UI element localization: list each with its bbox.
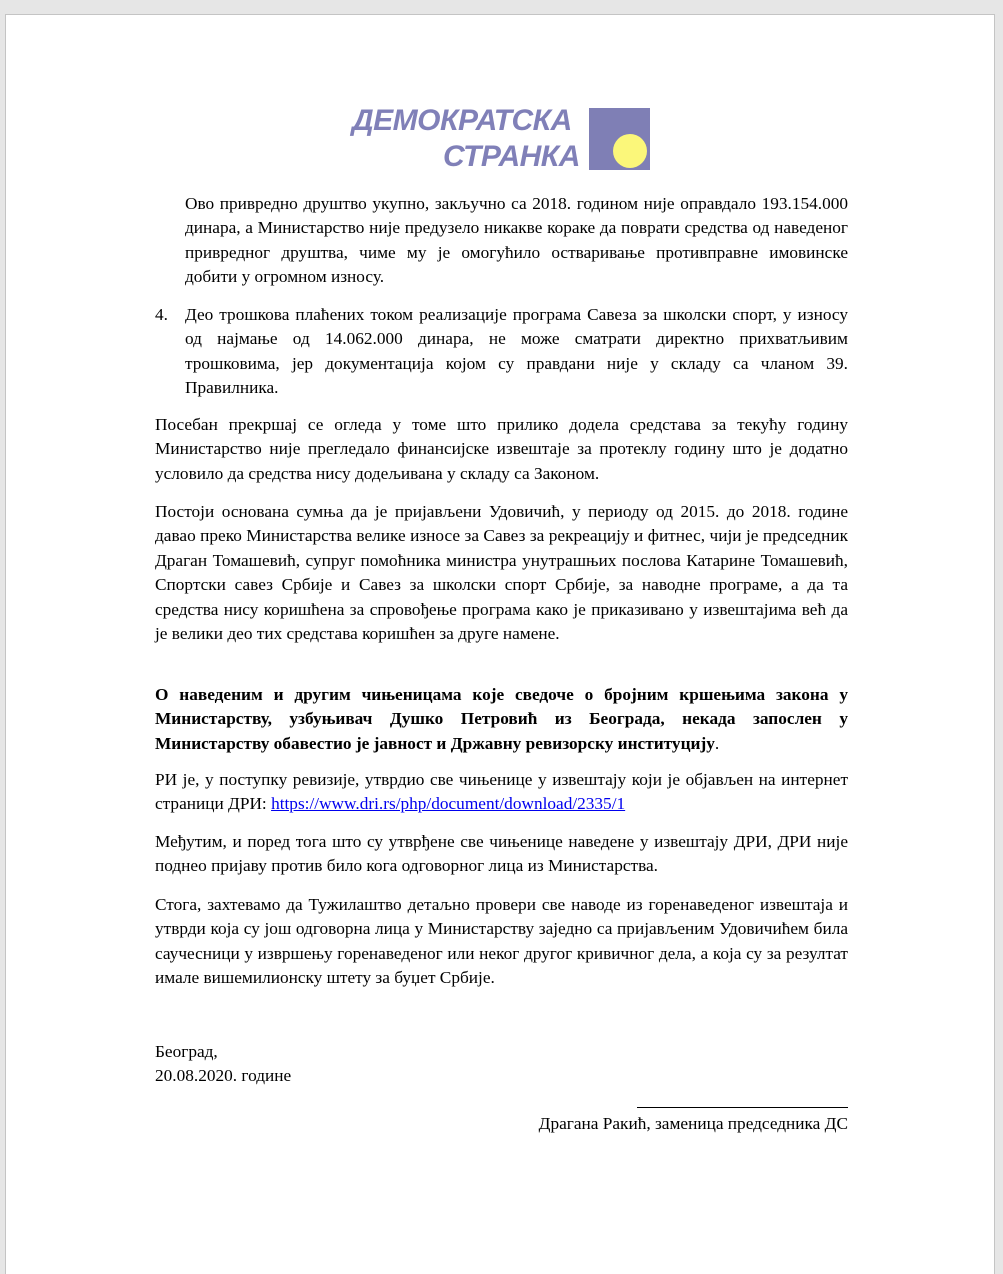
logo-square-icon <box>589 108 650 170</box>
party-logo <box>352 106 652 172</box>
paragraph-demand: Стога, захтевамо да Тужилаштво детаљно провери све наводе из горенаведеног извештаја и утврди која су још одговорна лица у Министарству заједно са пријављеним Удовичићем била саучесници у извршењу горенаведеног или неког другог кривичног дела, а која су за резултат имале вишемилионску штету за буџет Србије. <box>155 895 848 988</box>
closing-date: 20.08.2020. године <box>155 1066 292 1085</box>
whistleblower-period: . <box>714 733 720 753</box>
list-item-4: Део трошкова плаћених током реализације програма Савеза за школски спорт, у износу од најмање од 14.062.000 динара, не може сматрати директно прихватљивим трошковима, јер документација којом су правдани није у складу са чланом 39. Правилника. <box>185 305 848 398</box>
paragraph-intro: Ово привредно друштво укупно, закључно са 2018. годином није оправдало 193.154.000 динара, а Министарство није предузело никакве кораке да поврати средства од наведеног привредног друштва, чиме му је омогућило остваривање противправне имовинске добити у огромном износу. <box>185 194 848 287</box>
logo-text-line2: СТРАНКА <box>443 140 580 173</box>
paragraph-violation: Посебан прекршај се огледа у томе што прилико додела средстава за текућу годину Министарство није прегледало финансијске извештаје за протеклу годину што је додатно условило да средства нису додељивана у складу са Законом. <box>155 415 848 483</box>
closing-place: Београд, <box>155 1042 218 1061</box>
signature-name: Драгана Ракић, заменица председника ДС <box>538 1114 848 1133</box>
paragraph-suspicion: Постоји основана сумња да је пријављени Удовичић, у периоду од 2015. до 2018. године давао преко Министарства велике износе за Савез за рекреацију и фитнес, чији је председник Драган Томашевић, супруг помоћника министра унутрашњих послова Катарине Томашевић, Спортски савез Србије и Савез за школски спорт Србије, за наводне програме, а да та средства нису коришћена за спровођење програма како је приказивано у извештајима већ да је велики део тих средстава коришћен за друге намене. <box>155 502 848 644</box>
paragraph-whistleblower <box>155 683 848 756</box>
dri-report-link[interactable]: https://www.dri.rs/php/document/download/2335/1 <box>271 794 626 814</box>
list-item-number: 4. <box>155 305 168 324</box>
whistleblower-bold-text: О наведеним и другим чињеницама које сведоче о бројним кршењима закона у Министарству, узбуњивач Душко Петровић из Београда, некада запослен у Министарству обавестио је јавност и Државну ревизорску институцију <box>155 685 848 753</box>
logo-circle-icon <box>613 134 647 168</box>
signature-line <box>637 1107 848 1108</box>
paragraph-audit <box>155 768 848 817</box>
audit-text: РИ је, у поступку ревизије, утврдио све чињенице у извештају који је објављен на интернет страници ДРИ: <box>155 770 848 814</box>
paragraph-however: Међутим, и поред тога што су утврђене све чињенице наведене у извештају ДРИ, ДРИ није поднео пријаву против било кога одговорног лица из Министарства. <box>155 832 848 876</box>
logo-text-line1: ДЕМОКРАТСКА <box>352 104 572 137</box>
